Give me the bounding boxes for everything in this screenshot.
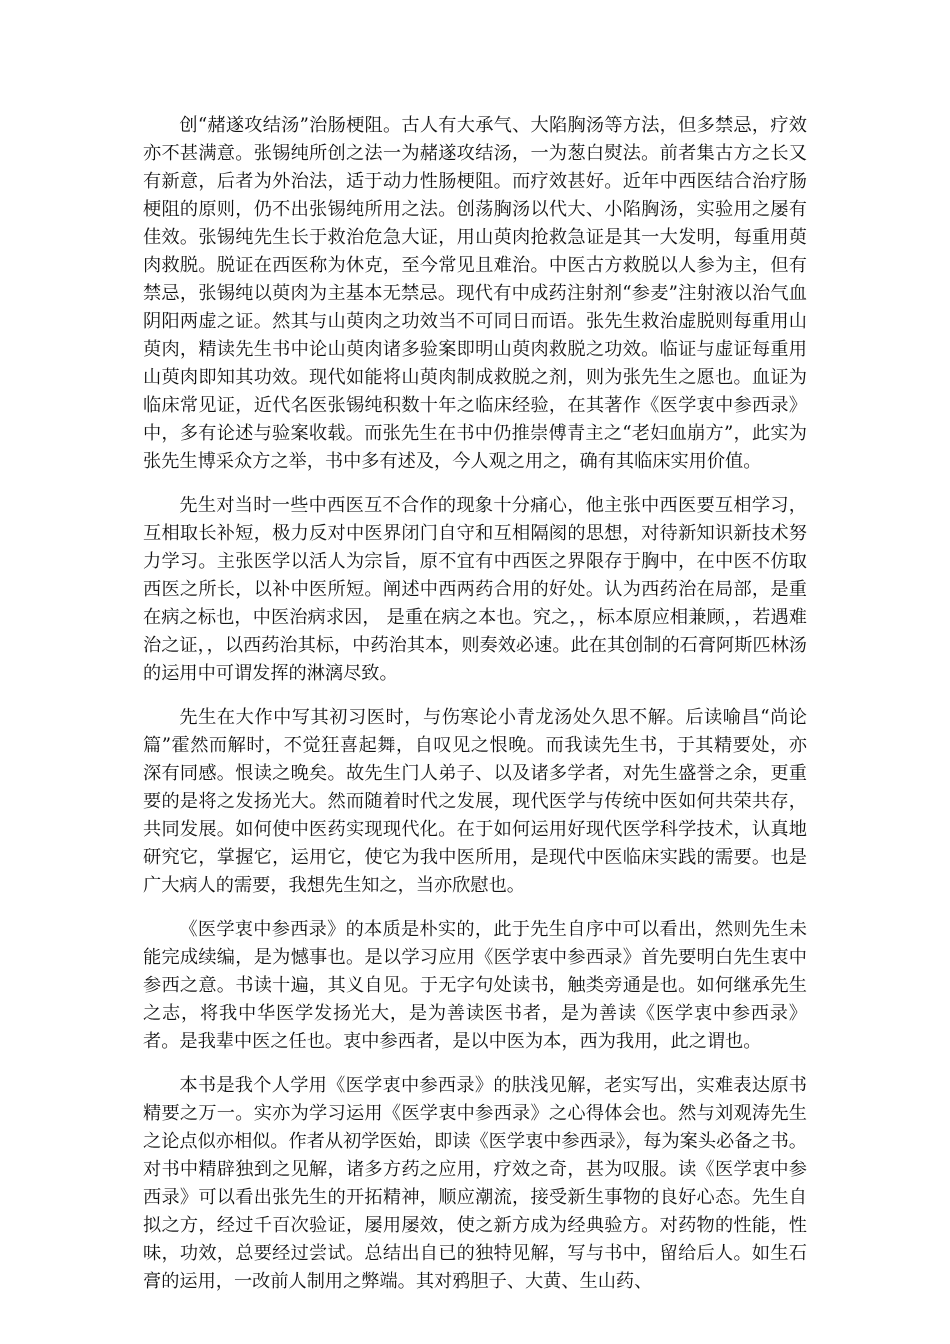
paragraph-4: 《医学衷中参西录》的本质是朴实的，此于先生自序中可以看出，然则先生未能完成续编，是为憾事也。是以学习应用《医学衷中参西录》首先要明白先生衷中参西之意。书读十遍，其义自见。于无字句处读书，触类旁通是也。如何继承先生之志，将我中华医学发扬光大，是为善读医书者，是为善读《医学衷中参西录》者。是我辈中医之任也。衷中参西者，是以中医为本，西为我用，此之谓也。 — [143, 919, 807, 1052]
paragraph-3: 先生在大作中写其初习医时，与伤寒论小青龙汤处久思不解。后读喻昌“尚论篇”霍然而解时，不觉狂喜起舞，自叹见之恨晚。而我读先生书，于其精要处，亦深有同感。恨读之晚矣。故先生门人弟子、以及诸多学者，对先生盛誉之余，更重要的是将之发扬光大。然而随着时代之发展，现代医学与传统中医如何共荣共存，共同发展。如何使中医药实现现代化。在于如何运用好现代医学科学技术，认真地研究它，掌握它，运用它，使它为我中医所用，是现代中医临床实践的需要。也是广大病人的需要，我想先生知之，当亦欣慰也。 — [143, 707, 807, 896]
paragraph-1: 创“赭遂攻结汤”治肠梗阻。古人有大承气、大陷胸汤等方法，但多禁忌，疗效亦不甚满意。张锡纯所创之法一为赭遂攻结汤，一为葱白熨法。前者集古方之长又有新意，后者为外治法，适于动力性肠梗阻。而疗效甚好。近年中西医结合治疗肠梗阻的原则，仍不出张锡纯所用之法。创荡胸汤以代大、小陷胸汤，实验用之屡有佳效。张锡纯先生长于救治危急大证，用山萸肉抢救急证是其一大发明，每重用萸肉救脱。脱证在西医称为休克，至今常见且难治。中医古方救脱以人参为主，但有禁忌，张锡纯以萸肉为主基本无禁忌。现代有中成药注射剂“参麦”注射液以治气血阴阳两虚之证。然其与山萸肉之功效当不可同日而语。张先生救治虚脱则每重用山萸肉，精读先生书中论山萸肉诸多验案即明山萸肉救脱之功效。临证与虚证每重用山萸肉即知其功效。现代如能将山萸肉制成救脱之剂，则为张先生之愿也。血证为临床常见证，近代名医张锡纯积数十年之临床经验，在其著作《医学衷中参西录》中，多有论述与验案收载。而张先生在书中仍推崇傅青主之“老妇血崩方”，此实为张先生博采众方之举，书中多有述及，今人观之用之，确有其临床实用价值。 — [143, 115, 807, 472]
paragraph-5: 本书是我个人学用《医学衷中参西录》的肤浅见解，老实写出，实难表达原书精要之万一。实亦为学习运用《医学衷中参西录》之心得体会也。然与刘观涛先生之论点似亦相似。作者从初学医始，即读《医学衷中参西录》，每为案头必备之书。对书中精辟独到之见解，诸多方药之应用，疗效之奇，甚为叹服。读《医学衷中参西录》可以看出张先生的开拓精神，顺应潮流，接受新生事物的良好心态。先生自拟之方，经过千百次验证，屡用屡效，使之新方成为经典验方。对药物的性能，性味，功效，总要经过尝试。总结出自已的独特见解，写与书中，留给后人。如生石膏的运用，一改前人制用之弊端。其对鸦胆子、大黄、生山药、 — [143, 1075, 807, 1292]
paragraph-2: 先生对当时一些中西医互不合作的现象十分痛心，他主张中西医要互相学习，互相取长补短，极力反对中医界闭门自守和互相隔阂的思想，对待新知识新技术努力学习。主张医学以活人为宗旨，原不宜有中西医之界限存于胸中，在中医不仿取西医之所长，以补中医所短。阐述中西两药合用的好处。认为西药治在局部，是重在病之标也，中医治病求因， 是重在病之本也。究之，，标本原应相兼顾，，若遇难治之证，，以西药治其标，中药治其本，则奏效必速。此在其创制的石膏阿斯匹林汤的运用中可谓发挥的淋漓尽致。 — [143, 495, 807, 684]
document-page — [143, 112, 807, 1312]
